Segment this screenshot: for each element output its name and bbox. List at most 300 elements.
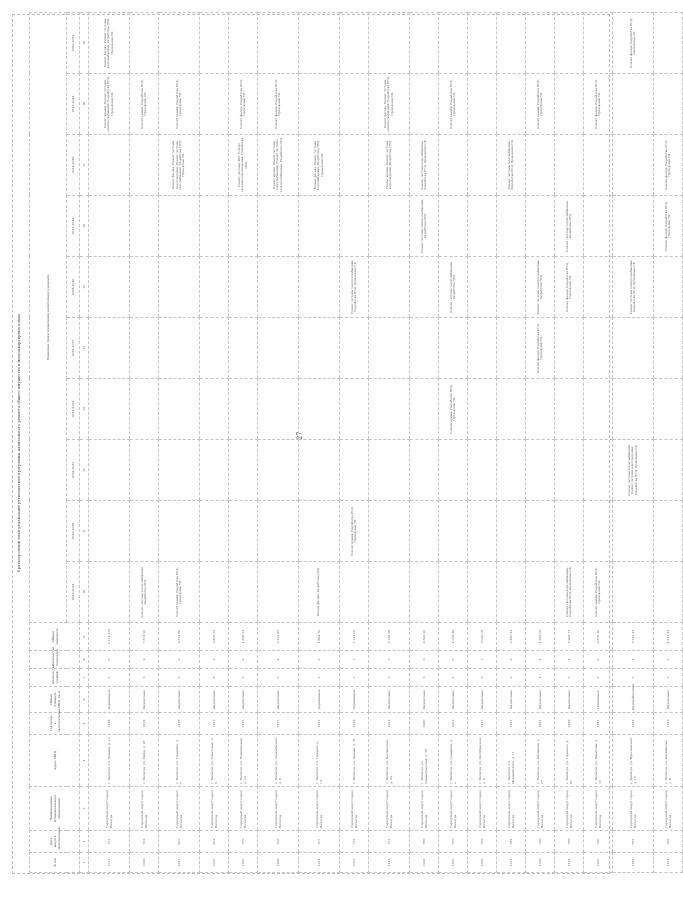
- cell-wall-type: Кирпичные: [229, 687, 258, 713]
- cell-name: Городской округ город Вологда: [654, 787, 683, 831]
- cell-no: 1306: [468, 853, 497, 873]
- cell-cost: 2 890 43: [497, 623, 526, 651]
- cell-year: 1964: [613, 713, 654, 735]
- cell-repair-works: [159, 12, 200, 73]
- cell-no: 1052: [340, 853, 369, 873]
- repair-plan-table: [29, 12, 683, 873]
- cell-repair-works: [89, 196, 130, 257]
- header-column-number: 7: [80, 669, 89, 687]
- table-row: [369, 12, 410, 872]
- cell-entrances: 6: [584, 651, 613, 669]
- cell-name: Городской округ город Вологда: [613, 787, 654, 831]
- cell-entrances: 6: [410, 651, 439, 669]
- table-row: [229, 12, 258, 872]
- cell-repair-works: [497, 318, 526, 379]
- cell-repair-works: Ремонт системы электроснабжения, Разработка ПСД, Проведение СК: [340, 257, 369, 318]
- cell-repair-works: [89, 257, 130, 318]
- cell-wall-type: Крупноблочные: [613, 687, 654, 713]
- cell-wall-type: Деревянные: [299, 687, 340, 713]
- cell-repair-works: [613, 379, 654, 440]
- cell-cost: 6 864 20: [410, 623, 439, 651]
- cell-repair-works: [410, 257, 439, 318]
- cell-no: 1385: [613, 853, 654, 873]
- cell-name: Городской округ город Вологда: [526, 787, 555, 831]
- table-row: [410, 12, 439, 872]
- cell-date: 904: [200, 831, 229, 853]
- cell-repair-works: [369, 440, 410, 501]
- cell-date: 789: [555, 831, 584, 853]
- cell-repair-works: [555, 501, 584, 562]
- cell-repair-works: [89, 440, 130, 501]
- cell-repair-works: Ремонт системы водоснабжения, Разработка ПСД, Проведение СК: [555, 562, 584, 623]
- cell-floors: 4: [439, 669, 468, 687]
- cell-cost: 4 899 24: [229, 623, 258, 651]
- cell-repair-works: Ремонт крыши, Ремонт системы теплоснабжения, Ремонт системы электроснабжения, Разработка ПСД: [258, 135, 299, 196]
- cell-address: г. Вологда, ул. Мира, д. 18: [130, 735, 159, 787]
- header-entrances: Количество подъездов: [30, 651, 80, 669]
- cell-repair-works: [526, 440, 555, 501]
- cell-repair-works: [613, 318, 654, 379]
- cell-year: 1958: [89, 713, 130, 735]
- cell-repair-works: [410, 562, 439, 623]
- table-row: [200, 12, 229, 872]
- cell-year: 1962: [369, 713, 410, 735]
- cell-name: Городской округ город Вологда: [159, 787, 200, 831]
- cell-repair-works: [497, 440, 526, 501]
- cell-repair-works: [439, 562, 468, 623]
- cell-repair-works: [439, 135, 468, 196]
- cell-address: г. Вологда, ул. Октябрьская, д. 6: [468, 735, 497, 787]
- cell-repair-works: Ремонт крыши, Разработка ПСД, Проведение СК: [159, 74, 200, 135]
- cell-repair-works: [584, 257, 613, 318]
- cell-repair-works: Ремонт фасада, Разработка ПСД, Проведение СК: [613, 12, 654, 73]
- cell-address: г. Вологда, ул. Гагарина, д. 7: [159, 735, 200, 787]
- cell-repair-works: Ремонт фасада, Ремонт системы водоснабжения, Разработка ПСД, Проведение СК: [89, 12, 130, 73]
- cell-repair-works: [229, 379, 258, 440]
- cell-repair-works: [159, 257, 200, 318]
- cell-repair-works: [258, 562, 299, 623]
- cell-repair-works: [369, 196, 410, 257]
- cell-cost: 9 879 40: [584, 623, 613, 651]
- cell-name: Городской округ город Вологда: [555, 787, 584, 831]
- cell-no: 1239: [526, 853, 555, 873]
- table-row: [340, 12, 369, 872]
- cell-wall-type: Кирпичные: [410, 687, 439, 713]
- header-group-title: Плановые сроки проведения капитального ремонта: [30, 12, 67, 622]
- rotated-document: [12, 14, 672, 874]
- cell-repair-works: [555, 74, 584, 135]
- cell-wall-type: Кирпичные: [159, 687, 200, 713]
- cell-repair-works: [526, 12, 555, 73]
- cell-year: 1984: [584, 713, 613, 735]
- cell-floors: 3: [497, 669, 526, 687]
- cell-repair-works: [468, 74, 497, 135]
- cell-repair-works: [497, 196, 526, 257]
- header-address: Адрес МКД: [30, 735, 80, 787]
- header-column-number: 18: [80, 74, 89, 135]
- cell-repair-works: [526, 501, 555, 562]
- header-period: 2026-2028: [67, 501, 80, 562]
- cell-repair-works: [229, 12, 258, 73]
- document-caption: Краткосрочный план реализации региональной программы капитального ремонта общего имущества в многоквартирных домах: [17, 313, 21, 573]
- cell-date: 721: [369, 831, 410, 853]
- cell-repair-works: [526, 196, 555, 257]
- cell-floors: 5: [130, 669, 159, 687]
- cell-repair-works: [200, 501, 229, 562]
- cell-repair-works: [497, 379, 526, 440]
- cell-repair-works: [200, 318, 229, 379]
- cell-year: 1974: [130, 713, 159, 735]
- cell-repair-works: Ремонт системы теплоснабжения, Разработка ПСД: [555, 196, 584, 257]
- cell-repair-works: Ремонт крыши, Разработка ПСД, Проведение СК: [584, 562, 613, 623]
- cell-cost: 4 695 00: [526, 623, 555, 651]
- cell-repair-works: [410, 501, 439, 562]
- table-row: [299, 12, 340, 872]
- table-row: [555, 12, 584, 872]
- cell-year: 1975: [229, 713, 258, 735]
- cell-repair-works: Ремонт системы теплоснабжения, Разработка ПСД: [439, 257, 468, 318]
- cell-repair-works: [130, 501, 159, 562]
- cell-name: Городской округ город Вологда: [369, 787, 410, 831]
- cell-repair-works: [340, 12, 369, 73]
- cell-year: 1978: [159, 713, 200, 735]
- cell-cost: 7 814 20: [130, 623, 159, 651]
- cell-name: Городской округ город Вологда: [468, 787, 497, 831]
- cell-repair-works: [410, 74, 439, 135]
- cell-repair-works: [410, 379, 439, 440]
- header-floors: Количество этажей: [30, 669, 80, 687]
- cell-wall-type: Кирпичные: [654, 687, 683, 713]
- cell-repair-works: [340, 196, 369, 257]
- cell-no: 1647: [159, 853, 200, 873]
- cell-repair-works: Ремонт системы теплоснабжения, Разработка ПСД: [130, 562, 159, 623]
- header-period: 2035-2037: [67, 318, 80, 379]
- cell-floors: 3: [369, 669, 410, 687]
- cell-address: г. Вологда, ул. Батюшкова, д. 8: [654, 735, 683, 787]
- cell-repair-works: [555, 379, 584, 440]
- cell-repair-works: [613, 562, 654, 623]
- cell-name: Городской округ город Вологда: [439, 787, 468, 831]
- cell-wall-type: Панельные: [584, 687, 613, 713]
- cell-name: Городской округ город Вологда: [340, 787, 369, 831]
- table-row: [468, 12, 497, 872]
- cell-repair-works: [130, 135, 159, 196]
- cell-cost: 6 213 43: [613, 623, 654, 651]
- cell-repair-works: Ремонт фасада, Разработка ПСД, Проведение СК: [526, 318, 555, 379]
- header-column-number: 6: [80, 687, 89, 713]
- cell-cost: 4 028 86: [439, 623, 468, 651]
- cell-address: г. Вологда, ул. Пушкинская, д. 22: [229, 735, 258, 787]
- cell-date: 793: [654, 831, 683, 853]
- header-name: Наименование муниципального образования: [30, 787, 80, 831]
- cell-repair-works: [130, 257, 159, 318]
- table-row: [526, 12, 555, 872]
- cell-wall-type: Кирпичные: [130, 687, 159, 713]
- cell-repair-works: [654, 501, 683, 562]
- cell-repair-works: [200, 12, 229, 73]
- cell-repair-works: [258, 12, 299, 73]
- cell-wall-type: Деревянные: [89, 687, 130, 713]
- cell-repair-works: Ремонт системы газоснабжения, Разработка ПСД, Проведение СК: [497, 135, 526, 196]
- cell-repair-works: [299, 440, 340, 501]
- cell-wall-type: Кирпичные: [439, 687, 468, 713]
- cell-repair-works: [555, 12, 584, 73]
- table-row: [497, 12, 526, 872]
- cell-repair-works: [299, 196, 340, 257]
- cell-date: 780: [410, 831, 439, 853]
- cell-entrances: 4: [526, 651, 555, 669]
- cell-repair-works: Ремонт крыши, Разработка ПСД, Проведение СК: [439, 74, 468, 135]
- cell-floors: 2: [340, 669, 369, 687]
- cell-name: Городской округ город Вологда: [299, 787, 340, 831]
- cell-repair-works: Ремонт фасада, Разработка ПСД, Проведение СК: [584, 74, 613, 135]
- cell-no: 1499: [258, 853, 299, 873]
- cell-name: Городской округ город Вологда: [89, 787, 130, 831]
- cell-repair-works: [654, 562, 683, 623]
- header-period: 2041-2043: [67, 196, 80, 257]
- cell-date: 782: [439, 831, 468, 853]
- cell-repair-works: [229, 562, 258, 623]
- cell-repair-works: [584, 196, 613, 257]
- cell-repair-works: [497, 562, 526, 623]
- cell-repair-works: [526, 562, 555, 623]
- cell-cost: 3 056 09: [468, 623, 497, 651]
- table-row: [258, 12, 299, 872]
- cell-cost: 2 348 78: [369, 623, 410, 651]
- cell-date: 790: [584, 831, 613, 853]
- cell-repair-works: [89, 318, 130, 379]
- cell-repair-works: [439, 12, 468, 73]
- header-column-number: 2: [80, 831, 89, 853]
- header-column-number: 5: [80, 713, 89, 735]
- cell-cost: 6 544 86: [159, 623, 200, 651]
- cell-repair-works: [369, 12, 410, 73]
- cell-repair-works: [613, 501, 654, 562]
- cell-repair-works: [468, 196, 497, 257]
- cell-year: 1963: [439, 713, 468, 735]
- cell-repair-works: [584, 379, 613, 440]
- cell-repair-works: Ремонт фасада, Ремонт системы водоотведения, Ремонт системы газоснабжения, Разработка ПСД, Проведение СК: [159, 135, 200, 196]
- header-period: 2044-2046: [67, 135, 80, 196]
- cell-address: г. Вологда, ул. Горького, д. 81: [555, 735, 584, 787]
- cell-no: 1360: [229, 853, 258, 873]
- cell-repair-works: [555, 135, 584, 196]
- cell-repair-works: [654, 440, 683, 501]
- cell-repair-works: [130, 12, 159, 73]
- cell-repair-works: Ремонт системы теплоснабжения, Ремонт системы водоотведения, Разработка ПСД, Проведение СК: [613, 440, 654, 501]
- cell-date: 783: [468, 831, 497, 853]
- cell-repair-works: Ремонт фасада, Разработка ПСД: [299, 562, 340, 623]
- cell-no: 1300: [584, 853, 613, 873]
- cell-repair-works: [299, 318, 340, 379]
- header-period: 2038-2040: [67, 257, 80, 318]
- cell-cost: 5 968 74: [555, 623, 584, 651]
- cell-repair-works: [654, 379, 683, 440]
- cell-date: 721: [89, 831, 130, 853]
- header-column-number: 19: [80, 12, 89, 73]
- cell-floors: 5: [410, 669, 439, 687]
- cell-cost: 1 511 42: [654, 623, 683, 651]
- cell-address: г. Вологда, ул. Менжинского, д. 11: [497, 735, 526, 787]
- cell-entrances: 4: [613, 651, 654, 669]
- cell-repair-works: [258, 257, 299, 318]
- cell-repair-works: [258, 318, 299, 379]
- cell-repair-works: [497, 501, 526, 562]
- header-column-number: 14: [80, 318, 89, 379]
- header-column-number: 12: [80, 440, 89, 501]
- cell-date: 722: [130, 831, 159, 853]
- cell-repair-works: [555, 440, 584, 501]
- cell-repair-works: [340, 318, 369, 379]
- header-column-number: 13: [80, 379, 89, 440]
- header-column-number: 4: [80, 735, 89, 787]
- cell-entrances: 3: [200, 651, 229, 669]
- cell-floors: 2: [654, 669, 683, 687]
- cell-address: г. Вологда, ул. Северная, д. 2: [439, 735, 468, 787]
- cell-repair-works: Ремонт крыши, Разработка ПСД, Проведение СК: [340, 501, 369, 562]
- table-row: [439, 12, 468, 872]
- cell-repair-works: [130, 196, 159, 257]
- cell-address: г. Вологда, ул. Зосимовская, д. 9: [258, 735, 299, 787]
- cell-date: 786: [526, 831, 555, 853]
- cell-cost: 5 222 97: [258, 623, 299, 651]
- cell-no: 1300: [439, 853, 468, 873]
- cell-repair-works: [299, 379, 340, 440]
- cell-floors: 5: [555, 669, 584, 687]
- cell-repair-works: [340, 135, 369, 196]
- cell-repair-works: [159, 318, 200, 379]
- cell-repair-works: [258, 196, 299, 257]
- cell-repair-works: [584, 318, 613, 379]
- cell-date: 719: [340, 831, 369, 853]
- cell-floors: 5: [159, 669, 200, 687]
- cell-repair-works: [258, 379, 299, 440]
- cell-floors: 2: [89, 669, 130, 687]
- cell-repair-works: [497, 74, 526, 135]
- header-year: Год ввода в эксплуатацию: [30, 713, 80, 735]
- header-column-number: 10: [80, 562, 89, 623]
- cell-repair-works: [410, 318, 439, 379]
- cell-repair-works: [229, 501, 258, 562]
- cell-repair-works: [229, 318, 258, 379]
- cell-repair-works: [340, 379, 369, 440]
- cell-repair-works: [497, 12, 526, 73]
- cell-repair-works: [229, 196, 258, 257]
- cell-repair-works: [340, 562, 369, 623]
- cell-repair-works: [369, 257, 410, 318]
- cell-address: г. Вологда, ул. Ленина, д. 12: [89, 735, 130, 787]
- cell-repair-works: [200, 196, 229, 257]
- cell-no: 1321: [497, 853, 526, 873]
- cell-repair-works: Ремонт крыши, Разработка ПСД, Проведение СК: [159, 562, 200, 623]
- cell-repair-works: Ремонт фасада, Ремонт системы водоснабжения, Разработка ПСД, Проведение СК: [299, 135, 340, 196]
- cell-repair-works: [468, 440, 497, 501]
- cell-repair-works: [200, 440, 229, 501]
- cell-address: г. Вологда, ул. Герцена, д. 14: [299, 735, 340, 787]
- cell-date: 902: [159, 831, 200, 853]
- cell-repair-works: [654, 74, 683, 135]
- cell-floors: 5: [258, 669, 299, 687]
- cell-repair-works: [89, 501, 130, 562]
- cell-repair-works: [89, 135, 130, 196]
- cell-year: 1957: [200, 713, 229, 735]
- cell-repair-works: [468, 318, 497, 379]
- cell-repair-works: Ремонт системы электроснабжения, Разработка ПСД, Проведение СК: [613, 257, 654, 318]
- cell-address: г. Вологда, ул. Чехова, д. 31: [340, 735, 369, 787]
- cell-entrances: 4: [258, 651, 299, 669]
- cell-year: 1980: [410, 713, 439, 735]
- cell-repair-works: [468, 379, 497, 440]
- cell-floors: 5: [613, 669, 654, 687]
- cell-repair-works: Ремонт системы ХВС, Ремонт системы водоотведения, Разработка ПСД: [229, 135, 258, 196]
- cell-repair-works: [258, 501, 299, 562]
- cell-repair-works: [299, 257, 340, 318]
- cell-name: Городской округ город Вологда: [410, 787, 439, 831]
- cell-year: 1961: [497, 713, 526, 735]
- cell-repair-works: [584, 440, 613, 501]
- cell-repair-works: [613, 196, 654, 257]
- cell-name: Городской округ город Вологда: [229, 787, 258, 831]
- table-row: [613, 12, 654, 872]
- cell-repair-works: [159, 501, 200, 562]
- cell-address: г. Вологда, ул. Пирогова, д. 10: [584, 735, 613, 787]
- header-column-number: 3: [80, 787, 89, 831]
- cell-name: Городской округ город Вологда: [130, 787, 159, 831]
- cell-date: 791: [613, 831, 654, 853]
- cell-repair-works: [340, 440, 369, 501]
- cell-repair-works: [299, 501, 340, 562]
- header-period: 2023-2025: [67, 562, 80, 623]
- cell-address: г. Вологда, ул. Мальцева, д. 27: [526, 735, 555, 787]
- cell-repair-works: [130, 318, 159, 379]
- cell-entrances: 3: [497, 651, 526, 669]
- cell-repair-works: Ремонт крыши, Разработка ПСД, Проведение СК: [130, 74, 159, 135]
- cell-repair-works: Ремонт системы электроснабжения, Разработка ПСД: [526, 257, 555, 318]
- cell-year: 1961: [526, 713, 555, 735]
- cell-repair-works: [200, 562, 229, 623]
- cell-repair-works: Ремонт крыши, Разработка ПСД, Проведение СК: [526, 74, 555, 135]
- cell-entrances: 3: [439, 651, 468, 669]
- cell-entrances: 3: [229, 651, 258, 669]
- cell-no: 1443: [369, 853, 410, 873]
- header-column-number: 17: [80, 135, 89, 196]
- cell-cost: 1 894 76: [299, 623, 340, 651]
- header-period: 2047-2049: [67, 74, 80, 135]
- cell-no: 1549: [130, 853, 159, 873]
- cell-repair-works: [468, 562, 497, 623]
- cell-repair-works: [229, 440, 258, 501]
- cell-date: 705: [229, 831, 258, 853]
- cell-floors: 9: [584, 669, 613, 687]
- cell-repair-works: [555, 318, 584, 379]
- cell-address: г. Вологда, ул. Козленская, д. 44: [369, 735, 410, 787]
- cell-repair-works: [468, 12, 497, 73]
- cell-repair-works: Ремонт фасада, Ремонт системы электроснабжения, Разработка ПСД, Проведение СК: [369, 74, 410, 135]
- cell-repair-works: [654, 318, 683, 379]
- cell-repair-works: [299, 74, 340, 135]
- cell-repair-works: Ремонт крыши, Разработка ПСД, Проведение СК: [439, 379, 468, 440]
- cell-no: 1518: [555, 853, 584, 873]
- cell-repair-works: [526, 135, 555, 196]
- cell-name: Городской округ город Вологда: [200, 787, 229, 831]
- cell-floors: 3: [468, 669, 497, 687]
- cell-entrances: 4: [555, 651, 584, 669]
- cell-repair-works: Ремонт крыши, Ремонт системы электроснабжения, Разработка ПСД, Проведение СК: [89, 74, 130, 135]
- cell-repair-works: [410, 12, 439, 73]
- cell-wall-type: Кирпичные: [497, 687, 526, 713]
- cell-floors: 5: [229, 669, 258, 687]
- cell-date: 784: [497, 831, 526, 853]
